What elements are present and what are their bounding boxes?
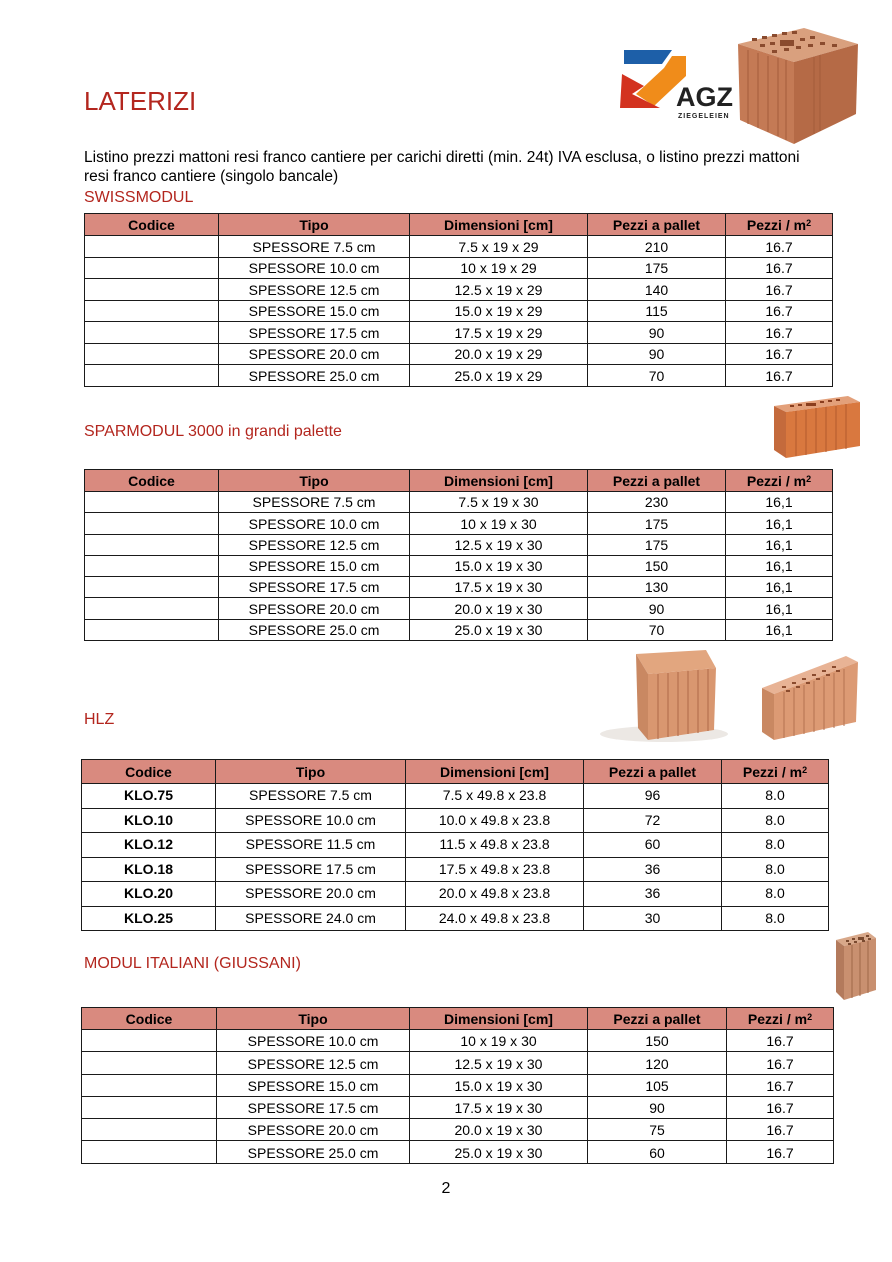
cell-pezzi-pallet: 30 [584,906,722,931]
cell-pezzi-m2: 16,1 [726,577,833,598]
cell-pezzi-pallet: 36 [584,857,722,882]
cell-pezzi-pallet: 36 [584,882,722,907]
header-pezzi-pallet: Pezzi a pallet [588,470,726,492]
cell-dimensioni: 17.5 x 19 x 30 [410,1096,588,1118]
cell-codice: KLO.25 [82,906,216,931]
cell-pezzi-m2: 16.7 [727,1030,834,1052]
table-row [85,492,833,513]
header-pezzi-m2: Pezzi / $m^2$ [726,214,833,236]
cell-dimensioni: 12.5 x 19 x 30 [410,534,588,555]
cell-tipo: SPESSORE 15.0 cm [219,300,410,322]
table-row [85,577,833,598]
cell-pezzi-pallet: 75 [588,1119,727,1141]
cell-pezzi-m2: 8.0 [722,833,829,858]
cell-tipo: SPESSORE 12.5 cm [219,279,410,301]
cell-pezzi-pallet: 150 [588,555,726,576]
cell-tipo: SPESSORE 7.5 cm [219,236,410,258]
cell-dimensioni: 25.0 x 19 x 29 [410,365,588,387]
cell-pezzi-m2: 16.7 [726,236,833,258]
cell-pezzi-m2: 16,1 [726,513,833,534]
header-tipo: Tipo [219,470,410,492]
table-row [85,257,833,279]
cell-pezzi-pallet: 70 [588,365,726,387]
cell-dimensioni: 10 x 19 x 29 [410,257,588,279]
cell-tipo: SPESSORE 25.0 cm [219,619,410,640]
page-title: LATERIZI [84,86,197,116]
cell-pezzi-m2: 16.7 [726,322,833,344]
header-pezzi-pallet: Pezzi a pallet [588,1008,727,1030]
cell-tipo: SPESSORE 17.5 cm [217,1096,410,1118]
header-pezzi-m2: Pezzi / $m^2$ [727,1008,834,1030]
cell-pezzi-pallet: 175 [588,513,726,534]
cell-codice [85,534,219,555]
table-modul-italiani [81,1007,834,1164]
cell-pezzi-pallet: 120 [588,1052,727,1074]
table-row [85,534,833,555]
cell-dimensioni: 20.0 x 49.8 x 23.8 [406,882,584,907]
cell-codice [82,1096,217,1118]
header-tipo: Tipo [216,760,406,784]
cell-dimensioni: 12.5 x 19 x 30 [410,1052,588,1074]
cell-codice: KLO.20 [82,882,216,907]
cell-codice [85,492,219,513]
cell-dimensioni: 17.5 x 19 x 30 [410,577,588,598]
cell-tipo: SPESSORE 25.0 cm [219,365,410,387]
cell-tipo: SPESSORE 25.0 cm [217,1141,410,1163]
cell-dimensioni: 7.5 x 19 x 30 [410,492,588,513]
cell-pezzi-m2: 16.7 [726,300,833,322]
table-row [82,1096,834,1118]
cell-codice [85,279,219,301]
cell-tipo: SPESSORE 10.0 cm [217,1030,410,1052]
table-row [82,1030,834,1052]
header-codice: Codice [82,1008,217,1030]
cell-pezzi-m2: 16.7 [726,257,833,279]
header-tipo: Tipo [219,214,410,236]
cell-pezzi-pallet: 70 [588,619,726,640]
cell-pezzi-pallet: 210 [588,236,726,258]
cell-dimensioni: 20.0 x 19 x 30 [410,1119,588,1141]
table-row [82,1074,834,1096]
table-row [85,598,833,619]
cell-tipo: SPESSORE 17.5 cm [216,857,406,882]
cell-pezzi-pallet: 105 [588,1074,727,1096]
intro-text: Listino prezzi mattoni resi franco cantiere per carichi diretti (min. 24t) IVA esclusa, o listino prezzi mattoni resi franco cantiere (singolo bancale) [84,149,800,185]
cell-pezzi-pallet: 150 [588,1030,727,1052]
cell-dimensioni: 12.5 x 19 x 29 [410,279,588,301]
table-row [82,808,829,833]
table-row [85,279,833,301]
cell-pezzi-m2: 8.0 [722,808,829,833]
cell-tipo: SPESSORE 15.0 cm [219,555,410,576]
cell-codice [85,365,219,387]
cell-codice: KLO.75 [82,784,216,809]
cell-dimensioni: 17.5 x 19 x 29 [410,322,588,344]
cell-tipo: SPESSORE 10.0 cm [219,257,410,279]
brick-image-swissmodul [734,24,860,146]
table-row [85,619,833,640]
table-row [82,833,829,858]
page-number: 2 [441,1180,451,1197]
cell-tipo: SPESSORE 20.0 cm [216,882,406,907]
table-row [85,365,833,387]
cell-pezzi-m2: 16.7 [727,1096,834,1118]
brick-image-sparmodul [768,392,864,462]
cell-pezzi-pallet: 60 [584,833,722,858]
table-row [82,1119,834,1141]
cell-codice [85,598,219,619]
cell-pezzi-pallet: 175 [588,534,726,555]
cell-codice [82,1052,217,1074]
cell-tipo: SPESSORE 10.0 cm [219,513,410,534]
cell-dimensioni: 24.0 x 49.8 x 23.8 [406,906,584,931]
table-row [85,555,833,576]
section-title-swissmodul: SWISSMODUL [84,189,194,206]
section-title-modul-italiani: MODUL ITALIANI (GIUSSANI) [84,955,301,972]
cell-pezzi-m2: 16.7 [726,279,833,301]
logo-subtitle: ZIEGELEIEN [678,113,730,120]
cell-pezzi-pallet: 140 [588,279,726,301]
cell-pezzi-pallet: 115 [588,300,726,322]
cell-codice [85,555,219,576]
cell-pezzi-m2: 16,1 [726,598,833,619]
cell-codice [85,619,219,640]
cell-pezzi-pallet: 90 [588,322,726,344]
header-tipo: Tipo [217,1008,410,1030]
cell-pezzi-m2: 8.0 [722,857,829,882]
cell-pezzi-pallet: 90 [588,343,726,365]
cell-dimensioni: 25.0 x 19 x 30 [410,1141,588,1163]
header-pezzi-pallet: Pezzi a pallet [588,214,726,236]
cell-dimensioni: 20.0 x 19 x 29 [410,343,588,365]
cell-codice: KLO.12 [82,833,216,858]
cell-tipo: SPESSORE 15.0 cm [217,1074,410,1096]
cell-codice [85,300,219,322]
cell-pezzi-m2: 16,1 [726,492,833,513]
cell-pezzi-m2: 16.7 [726,365,833,387]
cell-pezzi-m2: 16.7 [727,1141,834,1163]
cell-codice [85,577,219,598]
cell-tipo: SPESSORE 12.5 cm [217,1052,410,1074]
cell-codice [85,513,219,534]
section-title-sparmodul: SPARMODUL 3000 in grandi palette [84,423,342,440]
cell-dimensioni: 10 x 19 x 30 [410,513,588,534]
cell-codice [85,236,219,258]
cell-pezzi-m2: 8.0 [722,784,829,809]
cell-tipo: SPESSORE 11.5 cm [216,833,406,858]
table-row [85,343,833,365]
table-sparmodul [84,469,833,641]
brick-image-hlz-1 [596,644,732,744]
cell-codice [82,1074,217,1096]
cell-pezzi-m2: 16.7 [727,1052,834,1074]
cell-pezzi-m2: 16,1 [726,619,833,640]
cell-dimensioni: 20.0 x 19 x 30 [410,598,588,619]
cell-pezzi-m2: 16.7 [726,343,833,365]
cell-tipo: SPESSORE 17.5 cm [219,322,410,344]
cell-pezzi-pallet: 96 [584,784,722,809]
cell-tipo: SPESSORE 7.5 cm [216,784,406,809]
cell-tipo: SPESSORE 20.0 cm [219,343,410,365]
cell-dimensioni: 11.5 x 49.8 x 23.8 [406,833,584,858]
cell-dimensioni: 15.0 x 19 x 29 [410,300,588,322]
cell-pezzi-m2: 16,1 [726,555,833,576]
cell-dimensioni: 15.0 x 19 x 30 [410,555,588,576]
table-hlz [81,759,829,931]
header-pezzi-m2: Pezzi / $m^2$ [722,760,829,784]
cell-tipo: SPESSORE 10.0 cm [216,808,406,833]
header-codice: Codice [85,214,219,236]
cell-tipo: SPESSORE 24.0 cm [216,906,406,931]
section-title-hlz: HLZ [84,711,115,728]
cell-tipo: SPESSORE 20.0 cm [217,1119,410,1141]
cell-pezzi-m2: 16,1 [726,534,833,555]
cell-tipo: SPESSORE 12.5 cm [219,534,410,555]
cell-codice [82,1119,217,1141]
header-codice: Codice [82,760,216,784]
table-row [85,300,833,322]
cell-pezzi-pallet: 130 [588,577,726,598]
cell-codice [85,343,219,365]
cell-pezzi-m2: 8.0 [722,906,829,931]
cell-dimensioni: 7.5 x 19 x 29 [410,236,588,258]
header-dimensioni: Dimensioni [cm] [410,1008,588,1030]
table-swissmodul [84,213,833,387]
header-codice: Codice [85,470,219,492]
cell-codice [85,257,219,279]
agz-logo [614,46,738,126]
cell-pezzi-pallet: 72 [584,808,722,833]
cell-pezzi-pallet: 60 [588,1141,727,1163]
brick-image-hlz-2 [756,648,862,744]
header-pezzi-pallet: Pezzi a pallet [584,760,722,784]
header-pezzi-m2: Pezzi / $m^2$ [726,470,833,492]
table-row [85,236,833,258]
cell-pezzi-pallet: 90 [588,1096,727,1118]
header-dimensioni: Dimensioni [cm] [410,470,588,492]
cell-codice [85,322,219,344]
cell-dimensioni: 15.0 x 19 x 30 [410,1074,588,1096]
table-row [82,1052,834,1074]
cell-dimensioni: 10 x 19 x 30 [410,1030,588,1052]
cell-tipo: SPESSORE 7.5 cm [219,492,410,513]
table-row [82,1141,834,1163]
table-row [82,857,829,882]
cell-tipo: SPESSORE 20.0 cm [219,598,410,619]
cell-codice [82,1141,217,1163]
cell-dimensioni: 10.0 x 49.8 x 23.8 [406,808,584,833]
cell-codice [82,1030,217,1052]
brick-image-modul-italiani [834,930,878,1002]
cell-pezzi-m2: 16.7 [727,1119,834,1141]
cell-pezzi-m2: 16.7 [727,1074,834,1096]
cell-pezzi-m2: 8.0 [722,882,829,907]
header-dimensioni: Dimensioni [cm] [410,214,588,236]
cell-pezzi-pallet: 175 [588,257,726,279]
cell-dimensioni: 25.0 x 19 x 30 [410,619,588,640]
cell-dimensioni: 17.5 x 49.8 x 23.8 [406,857,584,882]
cell-codice: KLO.18 [82,857,216,882]
table-row [82,882,829,907]
cell-codice: KLO.10 [82,808,216,833]
table-row [85,322,833,344]
cell-dimensioni: 7.5 x 49.8 x 23.8 [406,784,584,809]
logo-brand: AGZ [676,82,733,112]
cell-pezzi-pallet: 230 [588,492,726,513]
table-row [82,784,829,809]
cell-tipo: SPESSORE 17.5 cm [219,577,410,598]
header-dimensioni: Dimensioni [cm] [406,760,584,784]
table-row [82,906,829,931]
table-row [85,513,833,534]
cell-pezzi-pallet: 90 [588,598,726,619]
